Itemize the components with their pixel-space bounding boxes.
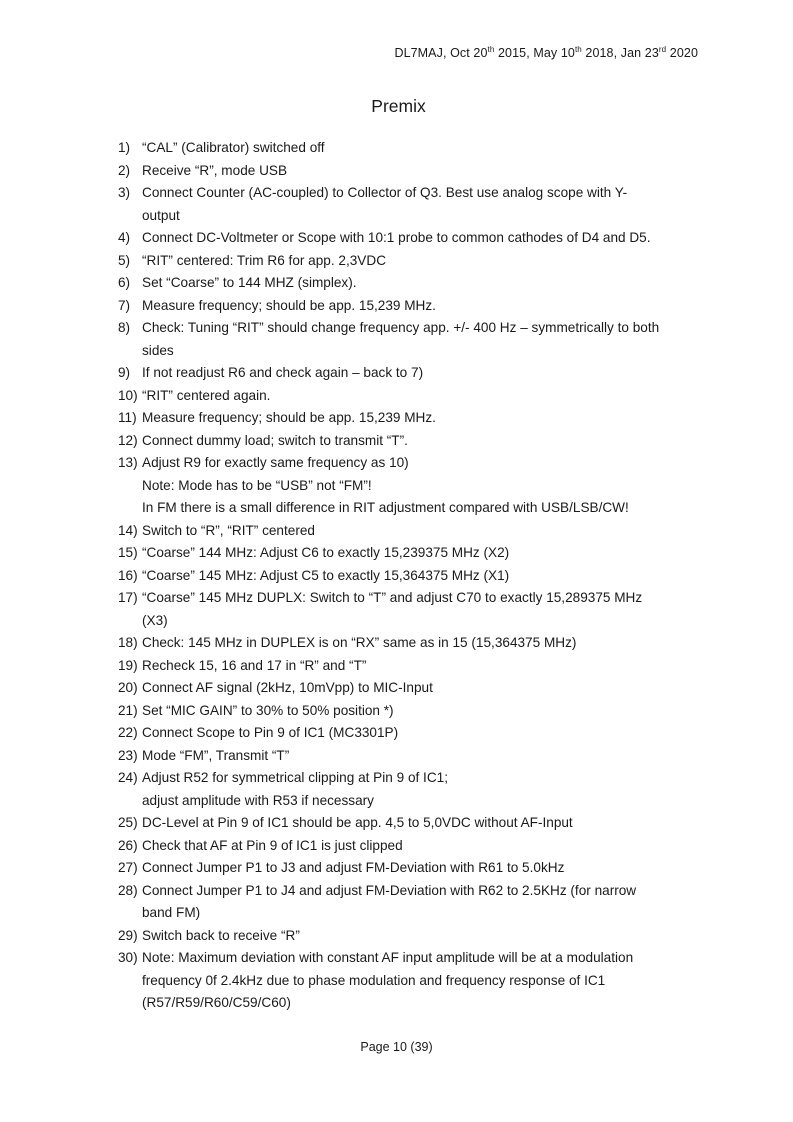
list-item-number: 16)	[118, 567, 138, 583]
list-item-line: “Coarse” 145 MHz: Adjust C5 to exactly 15,364375 MHz (X1)	[142, 567, 510, 583]
header-sup-3: rd	[658, 44, 667, 54]
list-item	[118, 947, 708, 1015]
list-item	[118, 767, 708, 812]
list-item-line: Connect AF signal (2kHz, 10mVpp) to MIC-Input	[142, 680, 433, 695]
list-item	[118, 385, 708, 408]
list-item-number: 30)	[118, 950, 138, 965]
list-item-text	[142, 520, 708, 543]
list-item-text	[142, 722, 708, 745]
list-item-number: 19)	[118, 657, 138, 673]
list-item-line: “CAL” (Calibrator) switched off	[142, 140, 325, 155]
list-item-text	[142, 362, 708, 385]
list-item-line: DC-Level at Pin 9 of IC1 should be app. 4,5 to 5,0VDC without AF-Input	[142, 815, 573, 830]
list-item-line: Measure frequency; should be app. 15,239 MHz.	[142, 297, 436, 313]
header-text-2: 2015, May 10	[494, 46, 575, 60]
list-item-text	[142, 835, 708, 858]
list-item-line: If not readjust R6 and check again – back to 7)	[142, 365, 424, 380]
list-item	[118, 542, 708, 565]
list-item-line: Check: 145 MHz in DUPLEX is on “RX” same as in 15 (15,364375 MHz)	[142, 635, 577, 650]
list-item-line: In FM there is a small difference in RIT adjustment compared with USB/LSB/CW!	[142, 500, 629, 515]
list-item	[118, 632, 708, 655]
list-item-text	[142, 947, 708, 1015]
list-item-line: Connect Counter (AC-coupled) to Collector of Q3. Best use analog scope with Y-	[142, 185, 628, 200]
list-item-text	[142, 565, 708, 588]
list-item-text	[142, 745, 708, 768]
list-item-text	[142, 317, 708, 362]
steps-list	[118, 137, 708, 1015]
list-item-number: 24)	[118, 770, 138, 785]
list-item-line: (R57/R59/R60/C59/C60)	[142, 995, 291, 1010]
list-item-text	[142, 407, 708, 430]
list-item-number: 27)	[118, 860, 138, 875]
list-item	[118, 295, 708, 318]
list-item	[118, 160, 708, 183]
list-item-line: Switch back to receive “R”	[142, 927, 300, 943]
list-item-text	[142, 880, 708, 925]
list-item	[118, 700, 708, 723]
list-item-number: 15)	[118, 545, 138, 560]
list-item-line: Adjust R9 for exactly same frequency as 10)	[142, 455, 409, 470]
list-item	[118, 587, 708, 632]
list-item-text	[142, 182, 708, 227]
document-header	[394, 46, 698, 60]
list-item-number: 12)	[118, 432, 138, 448]
list-item-text	[142, 700, 708, 723]
list-item-number: 20)	[118, 680, 138, 695]
list-item-line: Receive “R”, mode USB	[142, 162, 288, 178]
list-item-text	[142, 677, 708, 700]
list-item-text	[142, 452, 708, 520]
list-item-number: 4)	[118, 230, 131, 245]
list-item-number: 11)	[118, 410, 137, 425]
list-item-number: 10)	[118, 387, 138, 403]
list-item-line: Switch to “R”, “RIT” centered	[142, 522, 315, 538]
list-item	[118, 520, 708, 543]
list-item-number: 1)	[118, 140, 131, 155]
list-item	[118, 677, 708, 700]
list-item-text	[142, 227, 708, 250]
list-item-text	[142, 272, 708, 295]
list-item	[118, 317, 708, 362]
list-item	[118, 655, 708, 678]
list-item-text	[142, 385, 708, 408]
list-item	[118, 745, 708, 768]
list-item-text	[142, 295, 708, 318]
page-number: Page 10 (39)	[360, 1040, 433, 1054]
list-item-line: Connect Scope to Pin 9 of IC1 (MC3301P)	[142, 725, 399, 740]
list-item-line: output	[142, 207, 180, 223]
list-item-number: 5)	[118, 252, 131, 268]
list-item-line: “RIT” centered again.	[142, 387, 271, 403]
header-text-3: 2018, Jan 23	[581, 46, 659, 60]
list-item	[118, 880, 708, 925]
list-item-line: “Coarse” 145 MHz DUPLX: Switch to “T” and adjust C70 to exactly 15,289375 MHz	[142, 590, 643, 605]
list-item-text	[142, 655, 708, 678]
list-item-text	[142, 250, 708, 273]
list-item-line: Set “MIC GAIN” to 30% to 50% position *)	[142, 702, 394, 718]
list-item-line: Adjust R52 for symmetrical clipping at Pin 9 of IC1;	[142, 770, 448, 785]
list-item-number: 26)	[118, 837, 138, 853]
list-item	[118, 250, 708, 273]
list-item-line: Check that AF at Pin 9 of IC1 is just clipped	[142, 837, 403, 853]
header-sup-1: th	[487, 44, 495, 54]
list-item-line: frequency 0f 2.4kHz due to phase modulation and frequency response of IC1	[142, 972, 606, 988]
list-item-text	[142, 632, 708, 655]
list-item-line: Check: Tuning “RIT” should change frequency app. +/- 400 Hz – symmetrically to both	[142, 320, 660, 335]
list-item-text	[142, 812, 708, 835]
list-item	[118, 835, 708, 858]
list-item-text	[142, 857, 708, 880]
list-item-number: 23)	[118, 747, 138, 763]
list-item-line: Connect Jumper P1 to J4 and adjust FM-Deviation with R62 to 2.5KHz (for narrow	[142, 882, 637, 898]
list-item	[118, 430, 708, 453]
list-item-number: 25)	[118, 815, 138, 830]
list-item	[118, 857, 708, 880]
list-item-line: Note: Maximum deviation with constant AF input amplitude will be at a modulation	[142, 950, 634, 965]
list-item-number: 8)	[118, 320, 131, 335]
list-item-text	[142, 160, 708, 183]
list-item-text	[142, 767, 708, 812]
list-item	[118, 452, 708, 520]
list-item-line: band FM)	[142, 905, 201, 920]
list-item-line: Note: Mode has to be “USB” not “FM”!	[142, 477, 372, 493]
list-item	[118, 272, 708, 295]
list-item-line: Recheck 15, 16 and 17 in “R” and “T”	[142, 657, 367, 673]
list-item-line: Measure frequency; should be app. 15,239 MHz.	[142, 410, 436, 425]
list-item	[118, 925, 708, 948]
list-item-number: 17)	[118, 590, 138, 605]
list-item-number: 2)	[118, 162, 131, 178]
list-item	[118, 362, 708, 385]
list-item-number: 6)	[118, 275, 131, 290]
page-title-text: Premix	[371, 96, 426, 116]
list-item-number: 28)	[118, 882, 138, 898]
list-item-text	[142, 542, 708, 565]
list-item-line: “RIT” centered: Trim R6 for app. 2,3VDC	[142, 252, 387, 268]
list-item-text	[142, 587, 708, 632]
header-text-4: 2020	[666, 46, 698, 60]
list-item	[118, 812, 708, 835]
list-item-line: “Coarse” 144 MHz: Adjust C6 to exactly 15,239375 MHz (X2)	[142, 545, 510, 560]
list-item-number: 18)	[118, 635, 138, 650]
list-item	[118, 722, 708, 745]
list-item-line: Mode “FM”, Transmit “T”	[142, 747, 290, 763]
list-item-line: Connect DC-Voltmeter or Scope with 10:1 probe to common cathodes of D4 and D5.	[142, 230, 651, 245]
list-item-line: Connect Jumper P1 to J3 and adjust FM-Deviation with R61 to 5.0kHz	[142, 860, 565, 875]
list-item-line: adjust amplitude with R53 if necessary	[142, 792, 374, 808]
page-title	[0, 96, 793, 117]
list-item	[118, 182, 708, 227]
list-item	[118, 565, 708, 588]
list-item-number: 14)	[118, 522, 138, 538]
list-item-text	[142, 430, 708, 453]
list-item-line: Connect dummy load; switch to transmit “T”.	[142, 432, 408, 448]
list-item	[118, 407, 708, 430]
list-item-line: Set “Coarse” to 144 MHZ (simplex).	[142, 275, 357, 290]
list-item-number: 22)	[118, 725, 138, 740]
list-item-number: 7)	[118, 297, 131, 313]
list-item-number: 29)	[118, 927, 138, 943]
list-item	[118, 137, 708, 160]
list-item-line: sides	[142, 342, 174, 358]
list-item	[118, 227, 708, 250]
list-item-number: 3)	[118, 185, 131, 200]
list-item-text	[142, 137, 708, 160]
list-item-number: 9)	[118, 365, 131, 380]
list-item-text	[142, 925, 708, 948]
list-item-number: 13)	[118, 455, 138, 470]
header-text-1: DL7MAJ, Oct 20	[394, 46, 488, 60]
header-sup-2: th	[574, 44, 582, 54]
list-item-number: 21)	[118, 702, 138, 718]
list-item-line: (X3)	[142, 612, 168, 628]
